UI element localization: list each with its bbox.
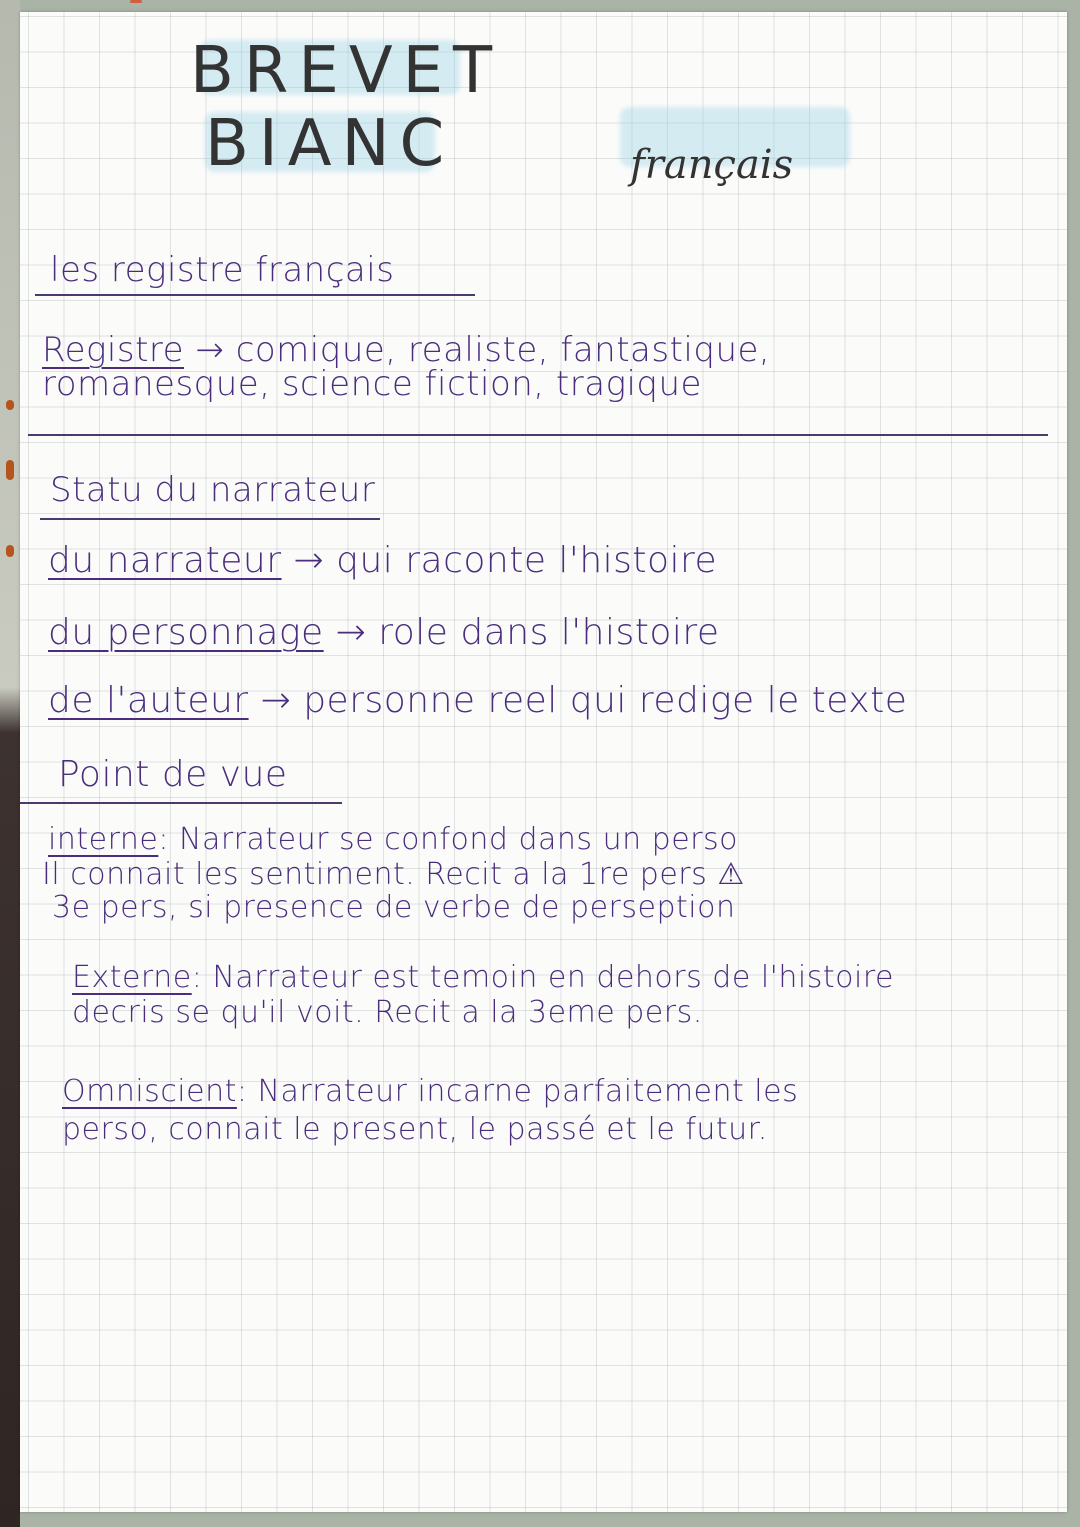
externe-line-1	[72, 960, 894, 995]
warning-icon: ⚠	[717, 857, 745, 892]
interne-term: interne	[48, 822, 159, 857]
interne-text: : Narrateur se confond dans un perso	[158, 822, 738, 857]
omniscient-line-1	[62, 1074, 798, 1109]
heading-underline	[40, 518, 380, 520]
statut-term: de l'auteur	[48, 680, 249, 721]
statut-term: du narrateur	[48, 540, 282, 581]
statut-definition: personne reel qui redige le texte	[303, 680, 908, 721]
externe-text: : Narrateur est temoin en dehors de l'histoire	[191, 960, 894, 995]
title-line-1: BREVET	[190, 34, 503, 108]
omniscient-line-2: perso, connait le present, le passé et le futur.	[62, 1112, 768, 1147]
statut-heading: Statu du narrateur	[50, 470, 376, 510]
interne-line-3: 3e pers, si presence de verbe de perseption	[52, 890, 736, 925]
desk-edge	[0, 0, 20, 1527]
interne-text: Il connait les sentiment. Recit a la 1re pers	[42, 857, 708, 892]
paper-mark	[130, 0, 142, 3]
arrow-icon: →	[335, 612, 367, 653]
statut-definition: qui raconte l'histoire	[336, 540, 718, 581]
registre-label: Registre	[42, 330, 185, 370]
omniscient-text: : Narrateur incarne parfaitement les	[236, 1074, 799, 1109]
arrow-icon: →	[293, 540, 325, 581]
heading-underline	[35, 294, 475, 296]
point-de-vue-heading: Point de vue	[58, 754, 288, 795]
externe-line-2: decris se qu'il voit. Recit a la 3eme pers.	[72, 995, 703, 1030]
statut-item-auteur	[48, 680, 907, 721]
heading-underline	[20, 802, 342, 804]
statut-definition: role dans l'histoire	[378, 612, 720, 653]
arrow-icon: →	[260, 680, 292, 721]
registres-list-1: comique, realiste, fantastique,	[235, 330, 771, 370]
statut-term: du personnage	[48, 612, 324, 653]
grid-paper-page	[20, 12, 1067, 1512]
statut-item-narrateur	[48, 540, 717, 581]
registres-line-2: romanesque, science fiction, tragique	[42, 364, 702, 404]
title-line-2: BIANC	[205, 107, 455, 181]
section-divider	[28, 434, 1048, 436]
interne-line-1	[48, 822, 738, 857]
statut-item-personnage	[48, 612, 720, 653]
stain	[6, 400, 14, 410]
externe-term: Externe	[72, 960, 192, 995]
interne-line-2	[42, 857, 745, 892]
omniscient-term: Omniscient	[62, 1074, 237, 1109]
stain	[6, 460, 14, 480]
stain	[6, 545, 14, 557]
registres-heading: les registre français	[50, 250, 395, 290]
subject-label: français	[630, 142, 794, 188]
arrow-icon: →	[195, 330, 225, 370]
